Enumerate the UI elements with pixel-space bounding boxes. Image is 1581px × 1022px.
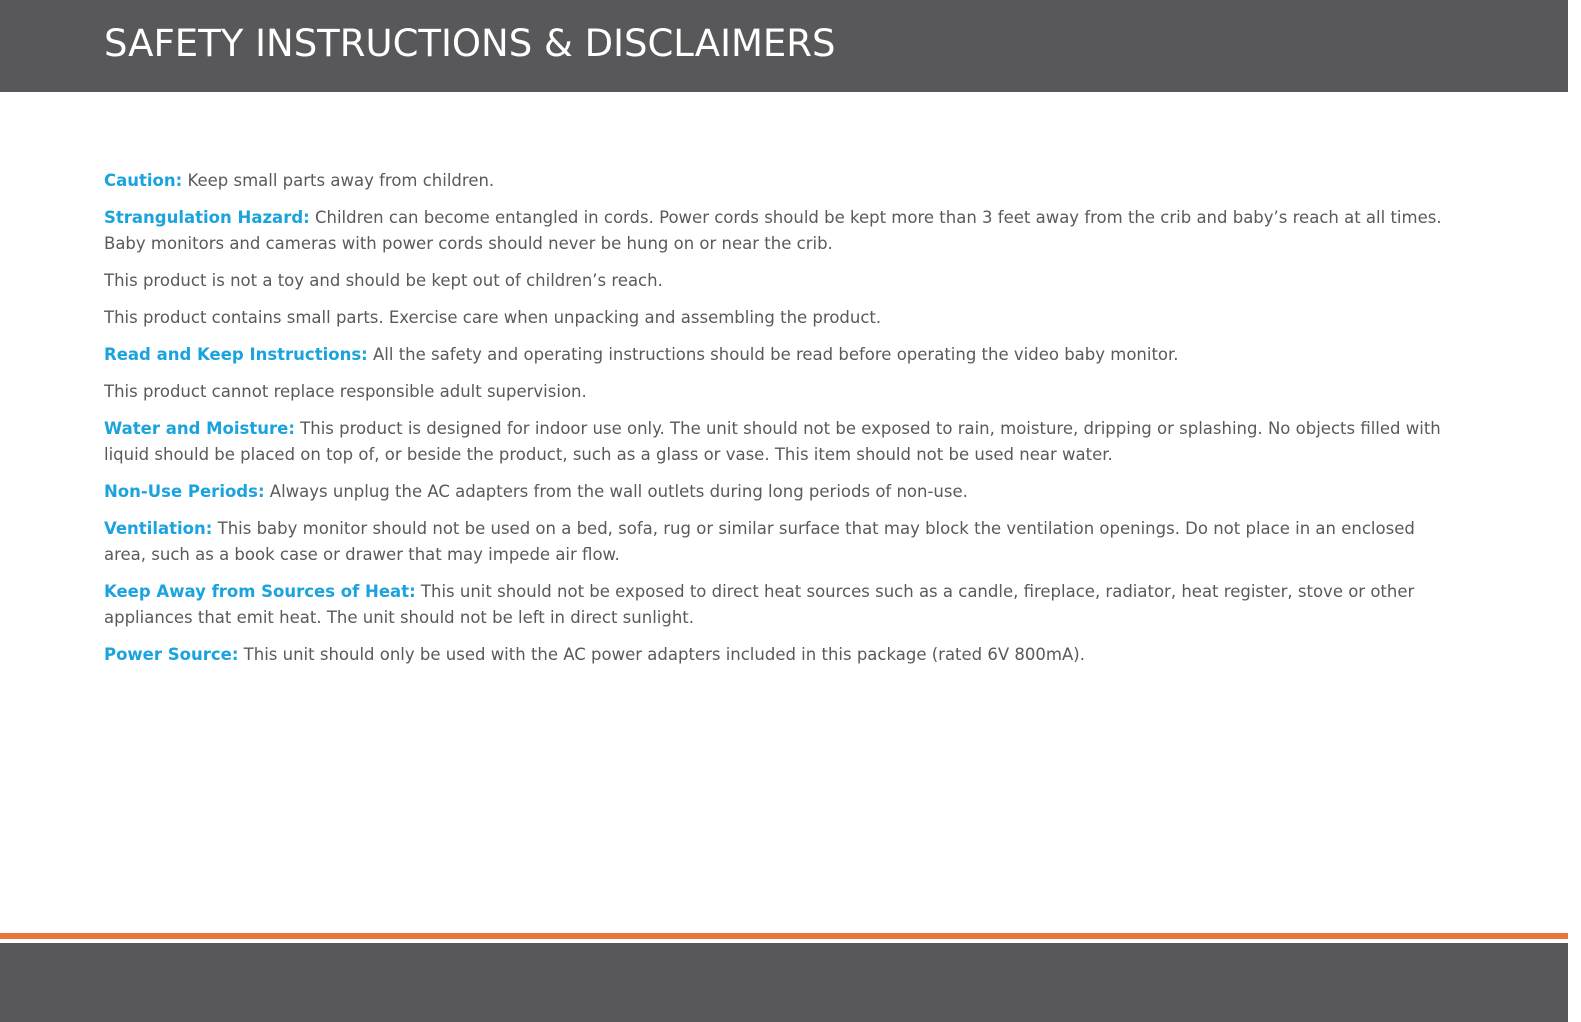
- paragraph-small-parts: [104, 305, 1462, 331]
- footer-accent-stripe: [0, 933, 1568, 939]
- paragraph-label: Read and Keep Instructions:: [104, 345, 368, 364]
- paragraph-text: This product cannot replace responsible adult supervision.: [104, 382, 587, 401]
- paragraph-text: All the safety and operating instructions should be read before operating the video baby monitor.: [367, 345, 1179, 364]
- paragraph-text: This product is not a toy and should be kept out of children’s reach.: [104, 271, 663, 290]
- safety-instructions-list: [104, 168, 1462, 679]
- paragraph-non-use-periods: [104, 479, 1462, 505]
- header-bar: [0, 0, 1568, 92]
- paragraph-adult-supervision: [104, 379, 1462, 405]
- paragraph-label: Keep Away from Sources of Heat:: [104, 582, 416, 601]
- paragraph-text: Always unplug the AC adapters from the wall outlets during long periods of non-use.: [264, 482, 968, 501]
- paragraph-label: Ventilation:: [104, 519, 213, 538]
- paragraph-caution: [104, 168, 1462, 194]
- paragraph-ventilation: [104, 516, 1462, 568]
- paragraph-text: This baby monitor should not be used on a bed, sofa, rug or similar surface that may block the ventilation openings. Do not place in an enclosed area, such as a book case or drawer that may impede air flow.: [104, 519, 1415, 564]
- paragraph-text: This unit should not be exposed to direct heat sources such as a candle, fireplace, radiator, heat register, stove or other appliances that emit heat. The unit should not be left in direct sunlight.: [104, 582, 1415, 627]
- paragraph-label: Non-Use Periods:: [104, 482, 265, 501]
- paragraph-label: Strangulation Hazard:: [104, 208, 310, 227]
- paragraph-text: Children can become entangled in cords. Power cords should be kept more than 3 feet away from the crib and baby’s reach at all times. Baby monitors and cameras with power cords should never be hung on or near the crib.: [104, 208, 1442, 253]
- paragraph-text: This unit should only be used with the AC power adapters included in this package (rated 6V 800mA).: [238, 645, 1085, 664]
- paragraph-label: Caution:: [104, 171, 183, 190]
- paragraph-text: This product is designed for indoor use only. The unit should not be exposed to rain, moisture, dripping or splashing. No objects filled with liquid should be placed on top of, or beside the product, such as a glass or vase. This item should not be used near water.: [104, 419, 1441, 464]
- page-title: SAFETY INSTRUCTIONS & DISCLAIMERS: [104, 22, 836, 65]
- paragraph-water-and-moisture: [104, 416, 1462, 468]
- paragraph-read-and-keep-instructions: [104, 342, 1462, 368]
- paragraph-not-a-toy: [104, 268, 1462, 294]
- paragraph-label: Water and Moisture:: [104, 419, 295, 438]
- footer-bar: [0, 943, 1568, 1022]
- paragraph-sources-of-heat: [104, 579, 1462, 631]
- paragraph-label: Power Source:: [104, 645, 239, 664]
- paragraph-text: This product contains small parts. Exercise care when unpacking and assembling the product.: [104, 308, 882, 327]
- paragraph-strangulation-hazard: [104, 205, 1462, 257]
- paragraph-text: Keep small parts away from children.: [182, 171, 495, 190]
- paragraph-power-source: [104, 642, 1462, 668]
